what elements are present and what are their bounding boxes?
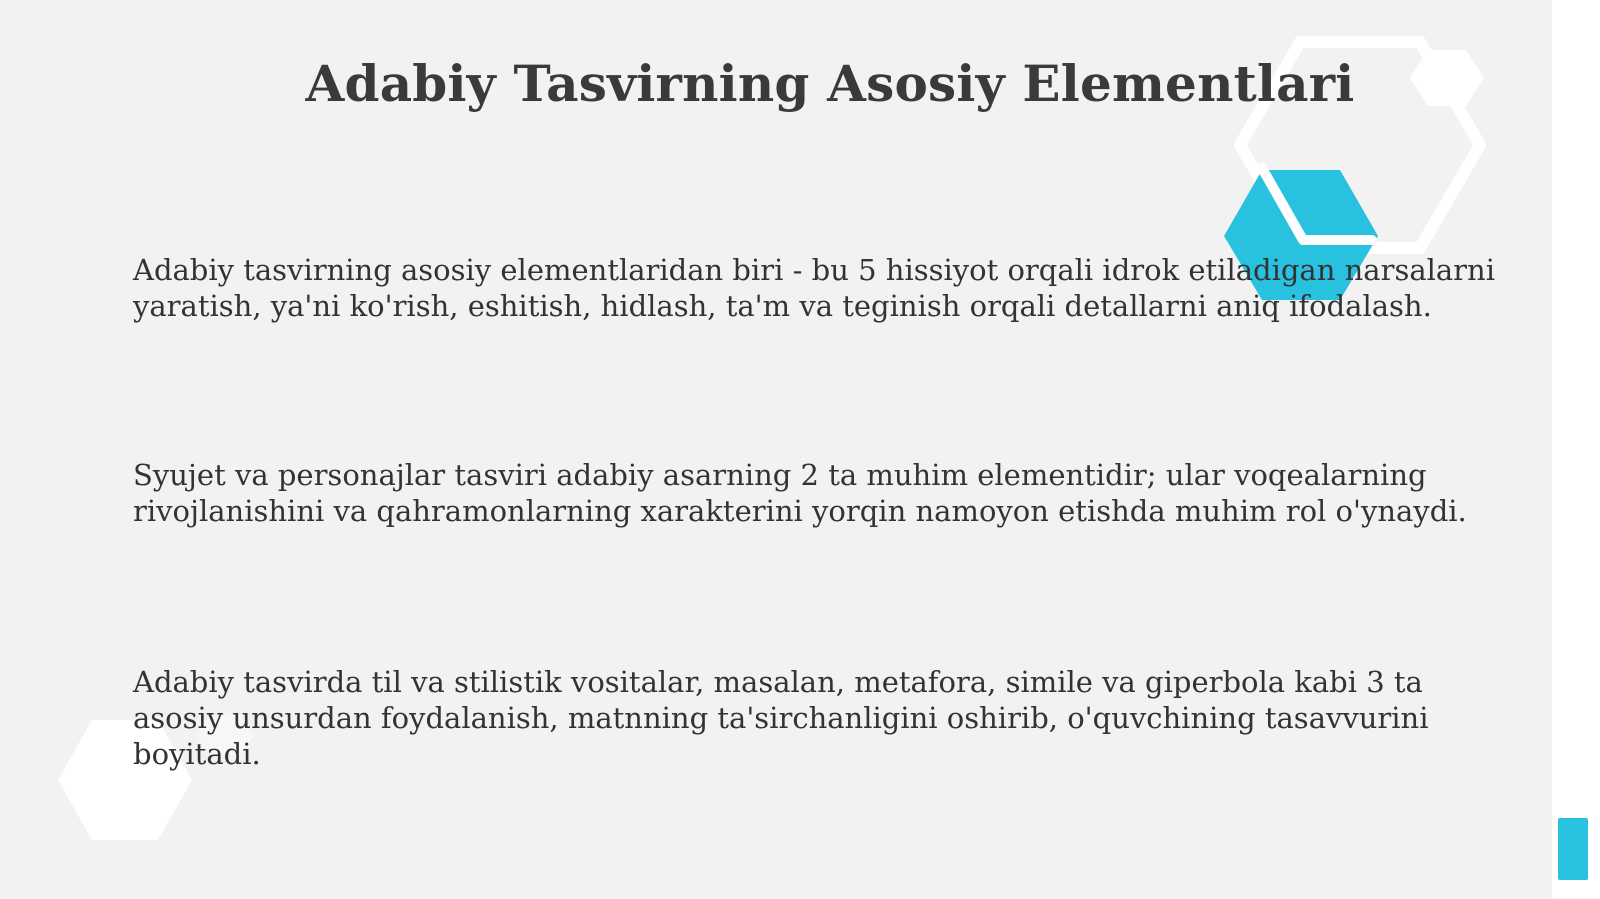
paragraph-sensory-details: Adabiy tasvirning asosiy elementlaridan biri - bu 5 hissiyot orqali idrok etiladigan narsalarni yaratish, ya'ni ko'rish, eshitish, hidlash, ta'm va teginish orqali detallarni aniq ifodalash.	[133, 253, 1495, 323]
scrollbar-thumb[interactable]	[1558, 818, 1588, 880]
paragraph-plot-characters: Syujet va personajlar tasviri adabiy asarning 2 ta muhim elementidir; ular voqealarning rivojlanishini va qahramonlarning xarakterini yorqin namoyon etishda muhim rol o'ynaydi.	[133, 458, 1467, 528]
paragraph-stylistic-devices: Adabiy tasvirda til va stilistik vositalar, masalan, metafora, simile va giperbola kabi 3 ta asosiy unsurdan foydalanish, matnning ta'sirchanligini oshirib, o'quvchining tasavvurini boyitadi.	[133, 665, 1429, 771]
slide-title: Adabiy Tasvirning Asosiy Elementlari	[305, 54, 1355, 113]
scrollbar-track[interactable]	[1552, 0, 1600, 899]
